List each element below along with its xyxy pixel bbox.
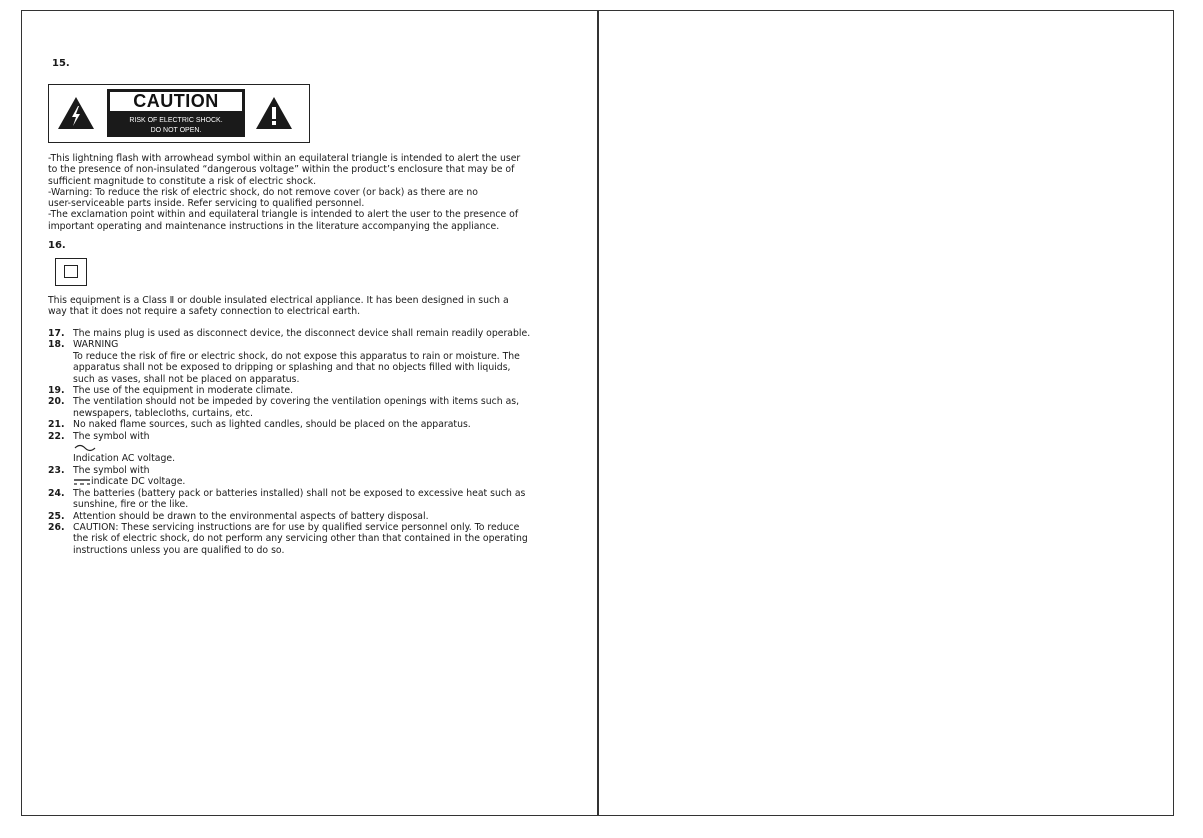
item-text: Attention should be drawn to the environmental aspects of battery disposal. [73,510,429,522]
item-number: 20. [48,396,65,408]
text-line: -The exclamation point within and equilateral triangle is intended to alert the user to the presence of [48,209,519,221]
item-text: CAUTION: These servicing instructions are for use by qualified service personnel only. To reduce the risk of electric shock, do not perform any servicing other than that contained in the operating instructions unless you are qualified to do so. [73,521,528,556]
item-number: 18. [48,339,65,351]
double-insulation-icon [55,258,87,286]
text-line: sufficient magnitude to constitute a risk of electric shock. [48,175,317,187]
page-divider [597,10,599,816]
section-15-number: 15. [52,58,70,69]
list-item [48,522,558,556]
list-item [48,328,558,339]
item-text: The mains plug is used as disconnect device, the disconnect device shall remain readily operable. [73,328,531,339]
caution-title: CAUTION [110,92,242,111]
item-number: 23. [48,464,65,476]
section-16-text [48,295,553,318]
text-line: important operating and maintenance instructions in the literature accompanying the appliance. [48,220,500,232]
item-text-post: Indication AC voltage. [73,453,176,465]
list-item [48,431,558,465]
list-item [48,419,558,430]
item-text: WARNING To reduce the risk of fire or electric shock, do not expose this apparatus to rain or moisture. The apparatus shall not be exposed to dripping or splashing and that no objects filled with liquids, such as vases, shall not be placed on apparatus. [73,339,520,385]
item-text-post: indicate DC voltage. [91,476,186,488]
item-number: 17. [48,328,65,339]
lightning-triangle-icon [57,96,95,130]
section-16-number: 16. [48,240,66,251]
list-item [48,385,558,396]
item-text: The ventilation should not be impeded by covering the ventilation openings with items such as, newspapers, tablecloths, curtains, etc. [73,396,520,419]
list-item [48,511,558,522]
item-number: 26. [48,521,65,533]
text-line: to the presence of non-insulated “dangerous voltage” within the product’s enclosure that may be of [48,164,515,176]
section-15-text [48,153,553,232]
item-number: 22. [48,430,65,442]
exclamation-triangle-icon [255,96,293,130]
item-text: The use of the equipment in moderate climate. [73,385,294,397]
double-insulation-inner-square [64,265,78,278]
list-item [48,465,558,488]
caution-line-2: DO NOT OPEN. [150,127,202,134]
item-text-pre: The symbol with [73,464,150,476]
safety-list [48,328,558,556]
text-line: This equipment is a Class Ⅱ or double insulated electrical appliance. It has been designed in such a [48,295,509,306]
text-line: way that it does not require a safety connection to electrical earth. [48,306,361,318]
caution-label [48,84,310,143]
item-text [73,431,558,465]
dc-symbol-icon [73,478,91,486]
item-number: 21. [48,419,65,431]
item-text: No naked flame sources, such as lighted candles, should be placed on the apparatus. [73,419,471,431]
item-number: 25. [48,510,65,522]
item-text-pre: The symbol with [73,430,150,442]
ac-symbol-icon [73,443,97,452]
text-line: -Warning: To reduce the risk of electric shock, do not remove cover (or back) as there are no [48,186,478,198]
list-item [48,396,558,419]
text-line: user-serviceable parts inside. Refer servicing to qualified personnel. [48,198,365,210]
list-item [48,488,558,511]
item-text [73,465,558,488]
caution-line-1: RISK OF ELECTRIC SHOCK. [129,117,223,124]
item-number: 24. [48,487,65,499]
caution-banner [107,89,245,137]
list-item [48,339,558,385]
item-text: The batteries (battery pack or batteries installed) shall not be exposed to excessive heat such as sunshine, fire or the like. [73,487,526,511]
item-number: 19. [48,385,65,397]
text-line: -This lightning flash with arrowhead symbol within an equilateral triangle is intended to alert the user [48,153,521,164]
